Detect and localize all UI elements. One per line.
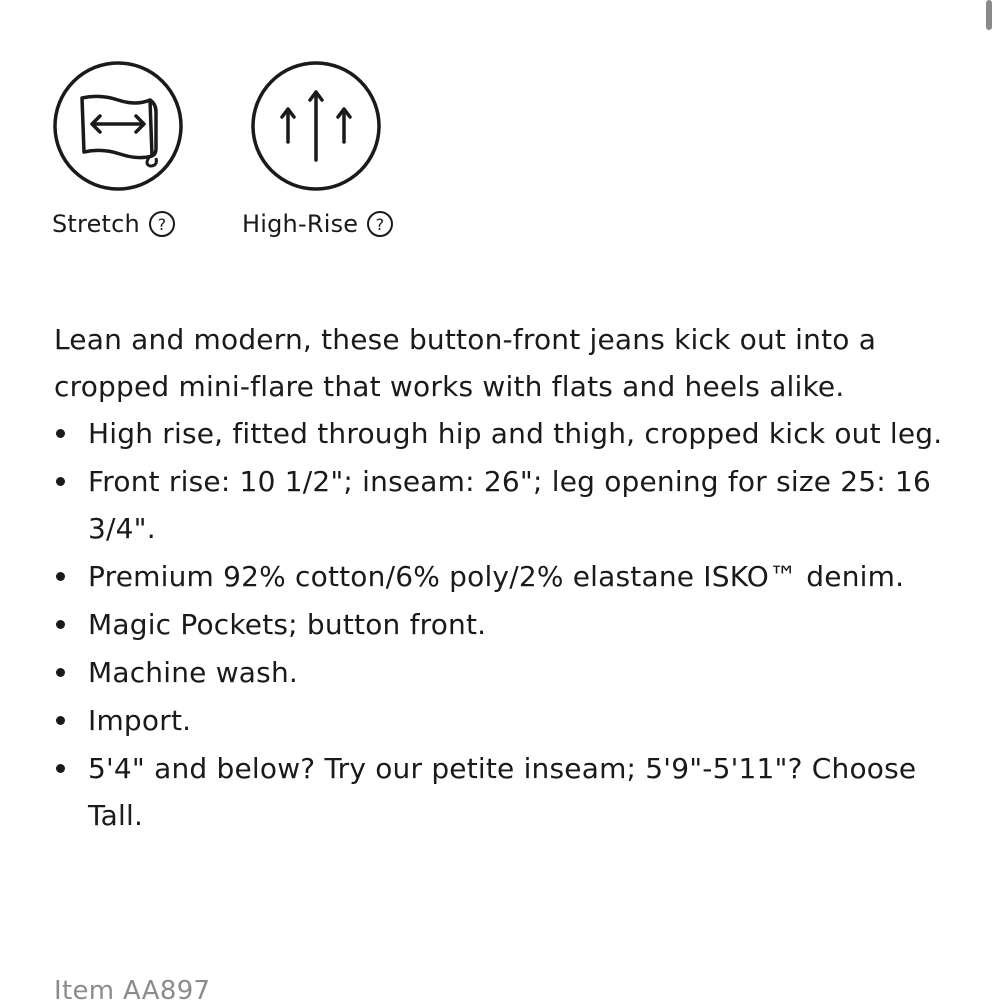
high-rise-icon [250, 60, 382, 192]
feature-stretch-label: Stretch [52, 210, 140, 238]
scrollbar[interactable] [986, 0, 992, 30]
feature-high-rise-label-row [242, 210, 394, 238]
list-item-text: Premium 92% cotton/6% poly/2% elastane ISKO™ denim. [88, 560, 905, 593]
feature-high-rise-label: High-Rise [242, 210, 359, 238]
bullet-icon [56, 477, 65, 486]
description-intro: Lean and modern, these button-front jeans kick out into a cropped mini-flare that works with flats and heels alike. [54, 323, 877, 403]
list-item [54, 553, 954, 600]
stretch-icon [52, 60, 184, 192]
feature-stretch [52, 60, 184, 238]
help-icon[interactable] [148, 210, 176, 238]
list-item-text: Magic Pockets; button front. [88, 608, 487, 641]
bullet-icon [56, 764, 65, 773]
list-item [54, 745, 954, 839]
feature-badges [52, 60, 394, 238]
svg-text:?: ? [157, 215, 167, 234]
list-item [54, 697, 954, 744]
feature-high-rise [242, 60, 394, 238]
list-item-text: Import. [88, 704, 192, 737]
product-description [54, 316, 954, 840]
list-item-text: Front rise: 10 1/2"; inseam: 26"; leg opening for size 25: 16 3/4". [88, 465, 932, 545]
list-item [54, 649, 954, 696]
bullet-icon [56, 620, 65, 629]
description-bullets [54, 410, 954, 839]
list-item [54, 458, 954, 552]
list-item-text: 5'4" and below? Try our petite inseam; 5'9"-5'11"? Choose Tall. [88, 752, 917, 832]
bullet-icon [56, 429, 65, 438]
bullet-icon [56, 668, 65, 677]
help-icon[interactable] [366, 210, 394, 238]
feature-stretch-label-row [52, 210, 176, 238]
list-item [54, 601, 954, 648]
list-item [54, 410, 954, 457]
item-number: Item AA897 [54, 976, 211, 1006]
bullet-icon [56, 572, 65, 581]
bullet-icon [56, 716, 65, 725]
list-item-text: Machine wash. [88, 656, 299, 689]
svg-text:?: ? [375, 215, 385, 234]
list-item-text: High rise, fitted through hip and thigh, cropped kick out leg. [88, 417, 943, 450]
